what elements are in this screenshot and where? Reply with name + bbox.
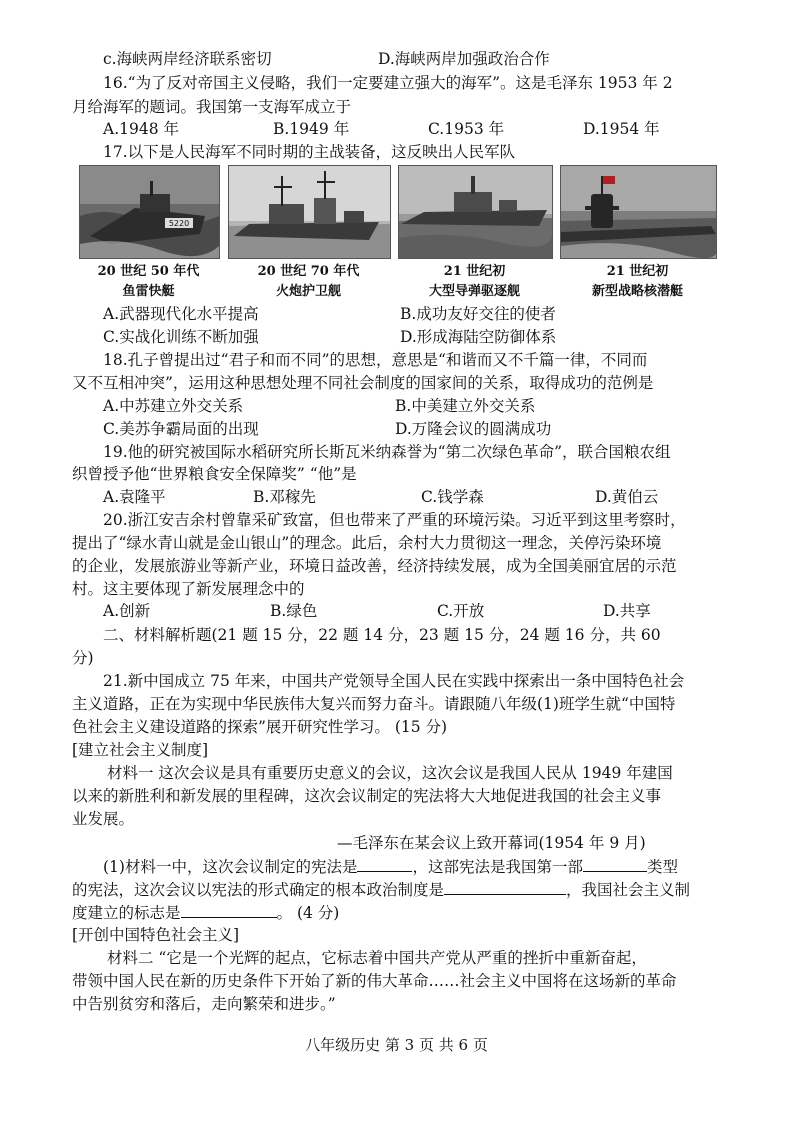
sub-question-1-line-3 (72, 901, 339, 924)
section-2-title-line-1: 二、材料解析题(21 题 15 分，22 题 14 分，23 题 15 分，24 题 16 分，共 60 (103, 626, 661, 644)
sub-question-1-text-c: 类型 (646, 858, 678, 876)
q19-option-d: D.黄伯云 (595, 488, 659, 506)
q17-option-b: B.成功友好交往的使者 (400, 305, 556, 323)
photo-3-era: 21 世纪初 (443, 264, 506, 279)
answer-blank-system-symbol[interactable] (181, 901, 277, 918)
sub-question-1-text-e: ，我国社会主义制 (566, 881, 691, 899)
photo-2-era: 20 世纪 70 年代 (257, 264, 360, 279)
destroyer-photo (398, 165, 553, 259)
answer-blank-constitution-type[interactable] (583, 855, 647, 872)
q19-option-b: B.邓稼先 (253, 488, 316, 506)
q21-intro-line-1: 21.新中国成立 75 年来，中国共产党领导全国人民在实践中探索出一条中国特色社会 (103, 672, 685, 690)
section-heading-build-system: [建立社会主义制度] (72, 741, 209, 759)
torpedo-boat-photo (79, 165, 220, 259)
answer-blank-constitution[interactable] (357, 855, 412, 872)
q20-stem-line-4: 村。这主要体现了新发展理念中的 (72, 580, 305, 598)
material-1-source: —毛泽东在某会议上致开幕词(1954 年 9 月) (337, 834, 646, 852)
q18-option-d: D.万隆会议的圆满成功 (395, 420, 552, 438)
q18-stem-line-1: 18.孔子曾提出过“君子和而不同”的思想，意思是“和谐而又不千篇一律，不同而 (103, 351, 648, 369)
photo-3-name: 大型导弹驱逐舰 (428, 284, 520, 299)
q16-option-c: C.1953 年 (428, 120, 505, 138)
sub-question-1-text-f: 度建立的标志是 (72, 904, 181, 922)
answer-blank-political-system[interactable] (444, 878, 566, 895)
q16-stem-line-1: 16.“为了反对帝国主义侵略，我们一定要建立强大的海军”。这是毛泽东 1953 年 2 (103, 74, 673, 92)
q18-stem-line-2: 又不互相冲突”，运用这种思想处理不同社会制度的国家间的关系，取得成功的范例是 (72, 374, 654, 392)
q18-option-b: B.中美建立外交关系 (395, 397, 536, 415)
section-2-title-line-2: 分) (72, 649, 94, 667)
submarine-photo (560, 165, 717, 259)
photo-1-era: 20 世纪 50 年代 (97, 264, 200, 279)
sub-question-1-text-a: (1)材料一中，这次会议制定的宪法是 (103, 858, 358, 876)
q20-option-c: C.开放 (437, 602, 485, 620)
q17-option-c: C.实战化训练不断加强 (103, 328, 259, 346)
q20-option-a: A.创新 (103, 602, 151, 620)
q21-intro-line-2: 主义道路，正在为实现中华民族伟大复兴而努力奋斗。请跟随八年级(1)班学生就“中国特 (72, 695, 676, 713)
q15-option-c: c.海峡两岸经济联系密切 (103, 50, 272, 68)
section-heading-socialism-chinese-characteristics: [开创中国特色社会主义] (72, 926, 240, 944)
sub-question-1-text-g: 。 (4 分) (276, 904, 340, 922)
q20-option-b: B.绿色 (270, 602, 318, 620)
q19-option-c: C.钱学森 (421, 488, 484, 506)
hull-number-label: 5220 (168, 219, 190, 228)
photo-1-name: 鱼雷快艇 (122, 284, 175, 299)
sub-question-1-text-b: ，这部宪法是我国第一部 (412, 858, 583, 876)
q17-option-a: A.武器现代化水平提高 (103, 305, 259, 323)
q18-option-a: A.中苏建立外交关系 (103, 397, 244, 415)
sub-question-1-text-d: 的宪法，这次会议以宪法的形式确定的根本政治制度是 (72, 881, 445, 899)
photo-4-name: 新型战略核潜艇 (591, 284, 683, 299)
q16-stem-line-2: 月给海军的题词。我国第一支海军成立于 (72, 98, 352, 116)
material-2-line-3: 中告别贫穷和落后，走向繁荣和进步。” (72, 995, 336, 1013)
q19-stem-line-2: 织曾授予他“世界粮食安全保障奖” “他”是 (72, 465, 357, 483)
q21-intro-line-3: 色社会主义建设道路的探索”展开研究性学习。 (15 分) (72, 718, 448, 736)
q20-stem-line-1: 20.浙江安吉余村曾靠采矿致富，但也带来了严重的环境污染。习近平到这里考察时， (103, 511, 686, 529)
sub-question-1-line-2 (72, 878, 690, 901)
q19-stem-line-1: 19.他的研究被国际水稻研究所长斯瓦米纳森誉为“第二次绿色革命”，联合国粮农组 (103, 443, 671, 461)
q20-stem-line-2: 提出了“绿水青山就是金山银山”的理念。此后，余村大力贯彻这一理念，关停污染环境 (72, 534, 662, 552)
q18-option-c: C.美苏争霸局面的出现 (103, 420, 259, 438)
material-1-line-2: 以来的新胜利和新发展的里程碑，这次会议制定的宪法将大大地促进我国的社会主义事 (72, 787, 662, 805)
q17-stem: 17.以下是人民海军不同时期的主战装备，这反映出人民军队 (103, 143, 516, 161)
material-1-line-3: 业发展。 (72, 810, 135, 828)
page-footer: 八年级历史 第 3 页 共 6 页 (305, 1036, 488, 1054)
photo-2-name: 火炮护卫舰 (275, 284, 341, 299)
material-2-line-2: 带领中国人民在新的历史条件下开始了新的伟大革命……社会主义中国将在这场新的革命 (72, 972, 677, 990)
material-1-line-1: 材料一 这次会议是具有重要历史意义的会议，这次会议是我国人民从 1949 年建国 (107, 764, 673, 782)
q19-option-a: A.袁隆平 (103, 488, 166, 506)
q20-stem-line-3: 的企业，发展旅游业等新产业，环境日益改善，经济持续发展，成为全国美丽宜居的示范 (72, 557, 677, 575)
photo-4-era: 21 世纪初 (606, 264, 669, 279)
q15-option-d: D.海峡两岸加强政治合作 (378, 50, 550, 68)
material-2-line-1: 材料二 “它是一个光辉的起点，它标志着中国共产党从严重的挫折中重新奋起， (107, 949, 647, 967)
q16-option-d: D.1954 年 (583, 120, 660, 138)
q17-option-d: D.形成海陆空防御体系 (400, 328, 557, 346)
sub-question-1-line-1 (103, 855, 678, 878)
frigate-photo (228, 165, 391, 259)
q16-option-b: B.1949 年 (273, 120, 350, 138)
q20-option-d: D.共享 (603, 602, 651, 620)
q16-option-a: A.1948 年 (103, 120, 179, 138)
